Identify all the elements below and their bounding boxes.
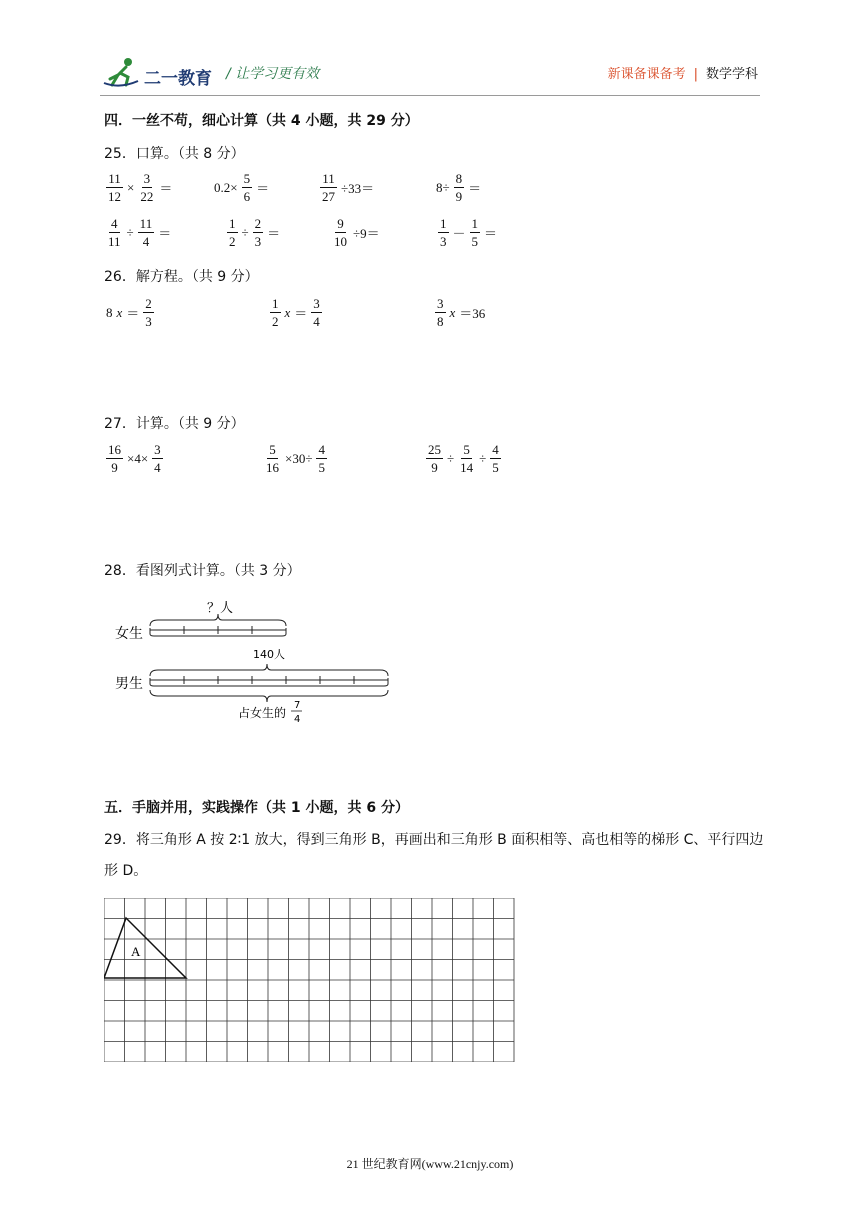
girls-top-brace xyxy=(150,614,286,626)
section-4-title: 四．一丝不苟，细心计算（共 4 小题，共 29 分） xyxy=(104,113,419,129)
header-subject-label: 数学学科 xyxy=(705,67,758,82)
q25-expr-8: $\frac{1}{3}$ － $\frac{1}{5}$ ＝ xyxy=(440,216,498,249)
header-right xyxy=(608,63,758,82)
q25-label: 25．口算。（共 8 分） xyxy=(104,146,245,162)
q25-expr-2: 0.2× $\frac{5}{6}$ ＝ xyxy=(214,171,270,204)
q25-expr-1: $\frac{11}{12}$ × $\frac{3}{22}$ ＝ xyxy=(108,171,173,204)
q27-expr-2: $\frac{5}{16}$ ×30÷ $\frac{4}{5}$ xyxy=(266,442,325,475)
q25-expr-3: $\frac{11}{27}$ ÷33＝ xyxy=(322,171,375,204)
boys-label: 男生 xyxy=(115,676,143,692)
q28-segment-diagram xyxy=(110,590,410,730)
q28-label: 28．看图列式计算。（共 3 分） xyxy=(104,563,301,579)
q27-expr-1: $\frac{16}{9}$ ×4× $\frac{3}{4}$ xyxy=(108,442,161,475)
q25-expr-4: 8÷ $\frac{8}{9}$ ＝ xyxy=(436,171,482,204)
q25-expr-7: $\frac{9}{10}$ ÷9＝ xyxy=(334,216,380,249)
section-5-title: 五．手脑并用，实践操作（共 1 小题，共 6 分） xyxy=(104,800,409,816)
footer-text: 21 世纪教育网(www.21cnjy.com) xyxy=(346,1157,514,1171)
q26-equation-2: $\frac{1}{2}$ x ＝ $\frac{3}{4}$ xyxy=(272,296,320,329)
boys-count-label: 140人 xyxy=(253,648,285,661)
q27-expr-3: $\frac{25}{9}$ ÷ $\frac{5}{14}$ ÷ $\frac{4}{5}$ xyxy=(428,442,499,475)
slogan: / 让学习更有效 xyxy=(226,66,320,82)
ratio-numerator: 7 xyxy=(294,700,301,711)
triangle-a-label: A xyxy=(131,944,141,959)
header-separator: | xyxy=(693,67,698,82)
ratio-label: 占女生的 xyxy=(238,706,287,720)
q27-label: 27．计算。（共 9 分） xyxy=(104,416,245,432)
q26-label: 26．解方程。（共 9 分） xyxy=(104,269,259,285)
ratio-denominator: 4 xyxy=(294,714,301,725)
q26-equation-3: $\frac{3}{8}$ x ＝36 xyxy=(437,296,486,329)
girls-label: 女生 xyxy=(115,626,143,642)
q25-expr-6: $\frac{1}{2}$ ÷ $\frac{2}{3}$ ＝ xyxy=(229,216,281,249)
boys-top-brace xyxy=(150,664,388,676)
girls-question-label: ？人 xyxy=(207,601,234,616)
boys-bottom-bracket xyxy=(150,678,388,686)
logo-text: 二一教育 xyxy=(144,69,212,89)
header-divider xyxy=(100,95,760,96)
q29-text: 29．将三角形 A 按 2∶1 放大，得到三角形 B，再画出和三角形 B 面积相等、高也相等的梯形 C、平行四边形 D。 xyxy=(104,832,764,879)
runner-logo-icon xyxy=(102,57,142,89)
header-course-label: 新课备课备考 xyxy=(607,67,686,82)
boys-under-brace xyxy=(150,690,388,702)
header xyxy=(100,55,760,95)
q25-expr-5: $\frac{4}{11}$ ÷ $\frac{11}{4}$ ＝ xyxy=(108,216,172,249)
q29-grid xyxy=(104,898,519,1062)
q26-equation-1: 8 x ＝ $\frac{2}{3}$ xyxy=(106,296,152,329)
